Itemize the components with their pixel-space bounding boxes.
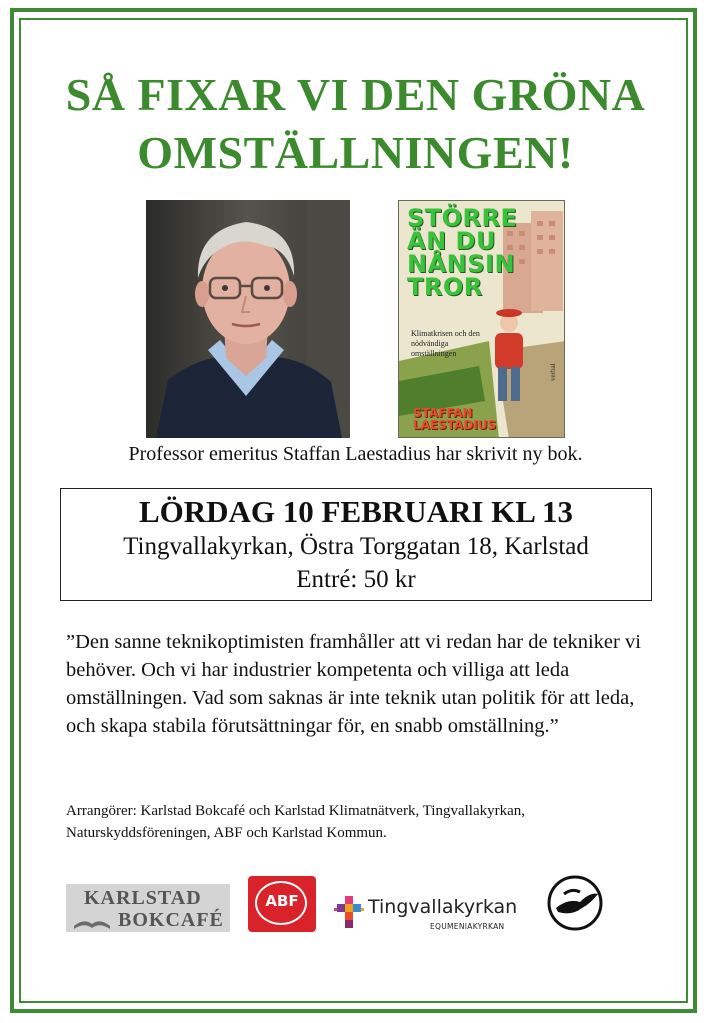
book-title xyxy=(407,204,518,301)
cross-mosaic-icon xyxy=(334,896,364,928)
book-publisher: verbal xyxy=(549,363,557,381)
book-title-line: ÄN DU xyxy=(407,227,496,255)
event-info-box xyxy=(60,488,652,601)
book-author xyxy=(413,407,496,431)
tingvalla-subtitle: EQUMENIAKYRKAN xyxy=(430,922,505,931)
book-author-line: STAFFAN xyxy=(413,406,473,420)
bokcafe-line2: BOKCAFÉ xyxy=(118,909,224,931)
organizers-text: Arrangörer: Karlstad Bokcafé och Karlstad Klimatnätverk, Tingvallakyrkan, Naturskyddsföreningen, ABF och Karlstad Kommun. xyxy=(66,803,526,841)
book-icon xyxy=(72,908,112,930)
poster-title-line1: SÅ FIXAR VI DEN GRÖNA xyxy=(65,69,646,120)
event-venue: Tingvallakyrkan, Östra Torggatan 18, Karlstad xyxy=(123,533,589,560)
poster-title-line2: OMSTÄLLNINGEN! xyxy=(137,127,574,178)
event-date: LÖRDAG 10 FEBRUARI KL 13 xyxy=(138,494,574,529)
book-title-line: STÖRRE xyxy=(407,204,518,232)
photo-caption: Professor emeritus Staffan Laestadius har skrivit ny bok. xyxy=(128,443,583,465)
abf-logo xyxy=(248,876,316,932)
tingvalla-name: Tingvallakyrkan xyxy=(368,896,518,918)
karlstad-bokcafe-logo xyxy=(66,884,230,932)
book-title-line: TROR xyxy=(407,273,483,301)
book-title-line: NÅNSIN xyxy=(407,250,516,278)
abf-text: ABF xyxy=(265,892,299,910)
bokcafe-line1: KARLSTAD xyxy=(84,887,202,909)
book-cover xyxy=(398,200,565,438)
book-subtitle: Klimatkrisen och den nödvändiga omställningen xyxy=(411,329,480,358)
author-photo xyxy=(146,200,350,438)
tingvallakyrkan-logo xyxy=(334,894,538,938)
book-quote: ”Den sanne teknikoptimisten framhåller att vi redan har de tekniker vi behöver. Och vi har industrier kompetenta och villiga att leda omställningen. Vad som saknas är inte teknik utan politik för att leda, och skapa stabila förutsättningar för, en snabb omställning.” xyxy=(66,631,641,737)
naturskyddsforeningen-logo-icon xyxy=(546,874,604,932)
book-author-line: LAESTADIUS xyxy=(413,418,497,432)
event-fee: Entré: 50 kr xyxy=(296,566,416,593)
